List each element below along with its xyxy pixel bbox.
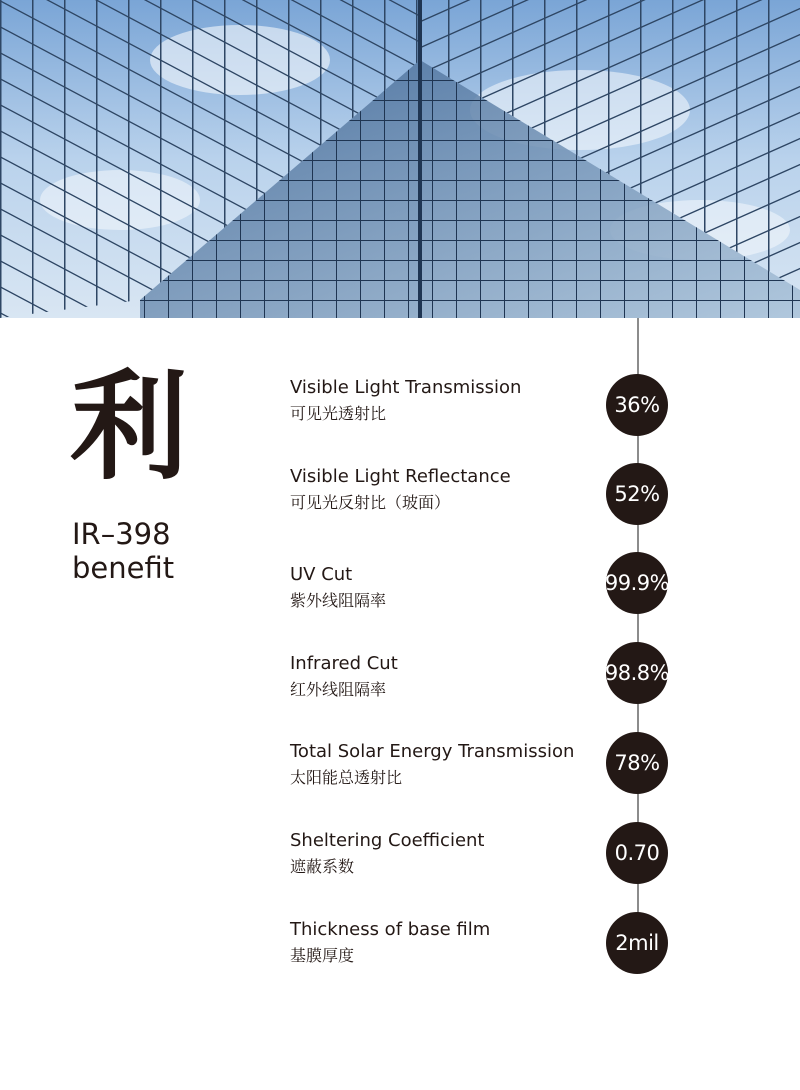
spec-row	[0, 563, 800, 643]
spec-value-badge: 98.8%	[606, 642, 668, 704]
spec-label-en: Total Solar Energy Transmission	[290, 741, 575, 762]
spec-value-badge: 52%	[606, 463, 668, 525]
spec-row	[0, 652, 800, 732]
spec-label-zh: 可见光透射比	[290, 404, 387, 423]
spec-label-en: Infrared Cut	[290, 653, 398, 674]
spec-label-en: Visible Light Transmission	[290, 377, 522, 398]
spec-value-badge: 99.9%	[606, 552, 668, 614]
model-number: IR–398	[72, 517, 171, 551]
spec-label-zh: 遮蔽系数	[290, 857, 355, 876]
spec-value-badge: 78%	[606, 732, 668, 794]
spec-label-zh: 太阳能总透射比	[290, 768, 403, 787]
spec-row	[0, 918, 800, 998]
benefit-character: 利	[70, 358, 189, 496]
spec-label-zh: 红外线阻隔率	[290, 680, 387, 699]
spec-label-en: Thickness of base film	[290, 919, 491, 940]
spec-label-en: UV Cut	[290, 564, 353, 585]
spec-row	[0, 829, 800, 909]
spec-label-zh: 基膜厚度	[290, 946, 355, 965]
spec-row	[0, 740, 800, 820]
spec-label-en: Visible Light Reflectance	[290, 466, 511, 487]
spec-row	[0, 376, 800, 456]
spec-label-zh: 紫外线阻隔率	[290, 591, 387, 610]
spec-label-zh: 可见光反射比（玻面）	[290, 493, 451, 512]
benefit-subtitle: benefit	[72, 551, 175, 585]
spec-row	[0, 465, 800, 545]
glass-building-image	[0, 0, 800, 318]
spec-value-badge: 2mil	[606, 912, 668, 974]
hero-photo	[0, 0, 800, 318]
spec-value-badge: 36%	[606, 374, 668, 436]
spec-label-en: Sheltering Coefficient	[290, 830, 485, 851]
spec-value-badge: 0.70	[606, 822, 668, 884]
